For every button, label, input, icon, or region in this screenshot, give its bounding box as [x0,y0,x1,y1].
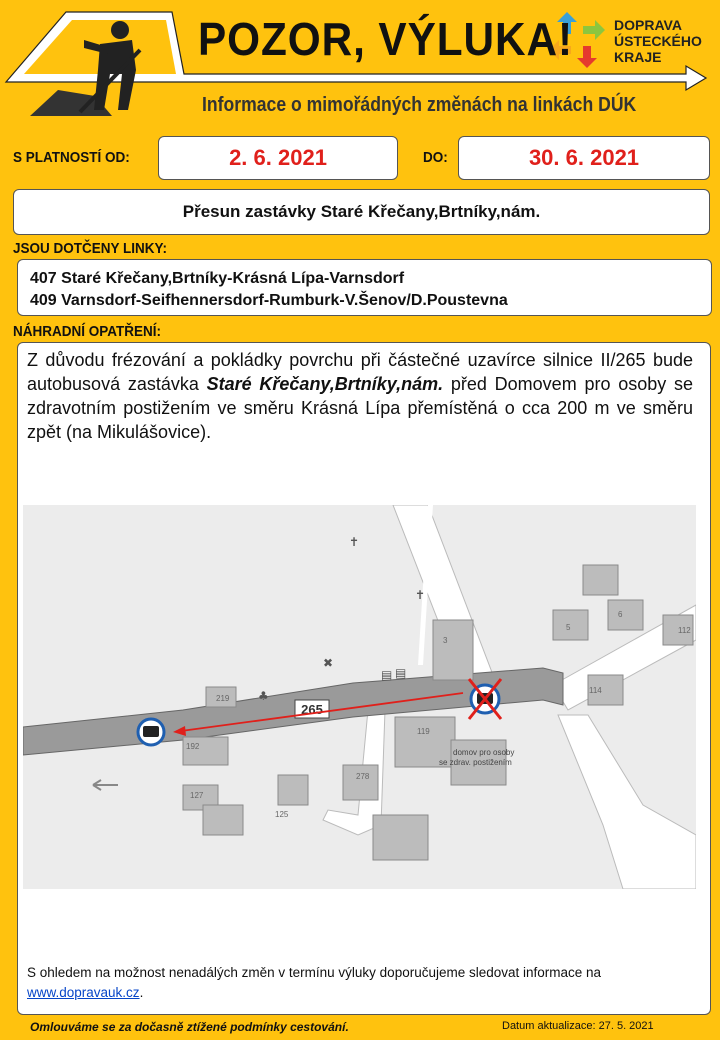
affected-lines-label: JSOU DOTČENY LINKY: [13,240,168,257]
valid-from-label: S PLATNOSTÍ OD: [13,149,130,166]
measures-text-part: před Domovem pro osoby se zdravotním postižením ve směru Krásná Lípa přemístěná o cca 200 m ve směru zpět (na Mikulášovice). [27,374,693,442]
house-number: 125 [275,810,289,819]
house-number: 112 [678,626,691,635]
note-part: S ohledem na možnost nenadálých změn v termínu výluky doporučujeme sledovat informace na [27,965,602,980]
measures-text [27,348,693,444]
valid-to-label: DO: [423,149,448,166]
house-number: 3 [443,636,448,645]
line-item: 409 Varnsdorf-Seifhennersdorf-Rumburk-V.Šenov/D.Poustevna [30,292,508,309]
bus-icon: ▤ [395,666,407,680]
house-number: 192 [186,742,200,751]
house-number: 6 [618,610,623,619]
page-subtitle: Informace o mimořádných změnách na linkách DÚK [202,94,637,116]
headline: Přesun zastávky Staré Křečany,Brtníky,nám. [13,189,710,235]
bus-stop-icon [138,719,164,745]
website-link[interactable]: www.dopravauk.cz [27,985,140,1000]
house-number: 5 [566,623,571,632]
measures-text-part: Z důvodu frézování a pokládky povrchu při částečné uzavírce silnice II/265 bude autobusová zastávka [27,350,693,394]
note-part: . [139,985,144,1000]
building-label: se zdrav. postižením [439,758,512,767]
house-number: 219 [216,694,230,703]
note-text [27,963,697,1003]
tree-icon: ♣ [258,689,269,703]
road-number: 265 [301,702,323,717]
brand-name [614,17,702,65]
stop-relocation-map [23,505,696,889]
house-number: 127 [190,791,204,800]
page-title: POZOR, VÝLUKA! [198,13,573,65]
house-number: 278 [356,772,370,781]
stop-name: Staré Křečany,Brtníky,nám. [206,374,444,394]
house-number: 114 [589,686,602,695]
bus-stop-cancelled-icon [469,679,501,719]
bus-icon: ▤ [381,668,393,682]
pub-icon: ✖ [323,656,334,670]
brand-line: ÚSTECKÉHO [614,33,702,49]
building-label: domov pro osoby [453,748,515,757]
line-item: 407 Staré Křečany,Brtníky-Krásná Lípa-Varnsdorf [30,270,405,287]
brand-line: DOPRAVA [614,17,682,33]
cross-icon: ✝ [415,588,426,602]
measures-label: NÁHRADNÍ OPATŘENÍ: [13,323,161,340]
valid-from-date: 2. 6. 2021 [158,136,398,180]
house-number: 119 [417,727,430,736]
cross-icon: ✝ [349,535,360,549]
valid-to-date: 30. 6. 2021 [458,136,710,180]
brand-line: KRAJE [614,49,662,65]
affected-lines-box [17,259,712,316]
update-date: Datum aktualizace: 27. 5. 2021 [502,1020,654,1032]
apology-text: Omlouváme se za dočasně ztížené podmínky cestování. [30,1020,349,1034]
